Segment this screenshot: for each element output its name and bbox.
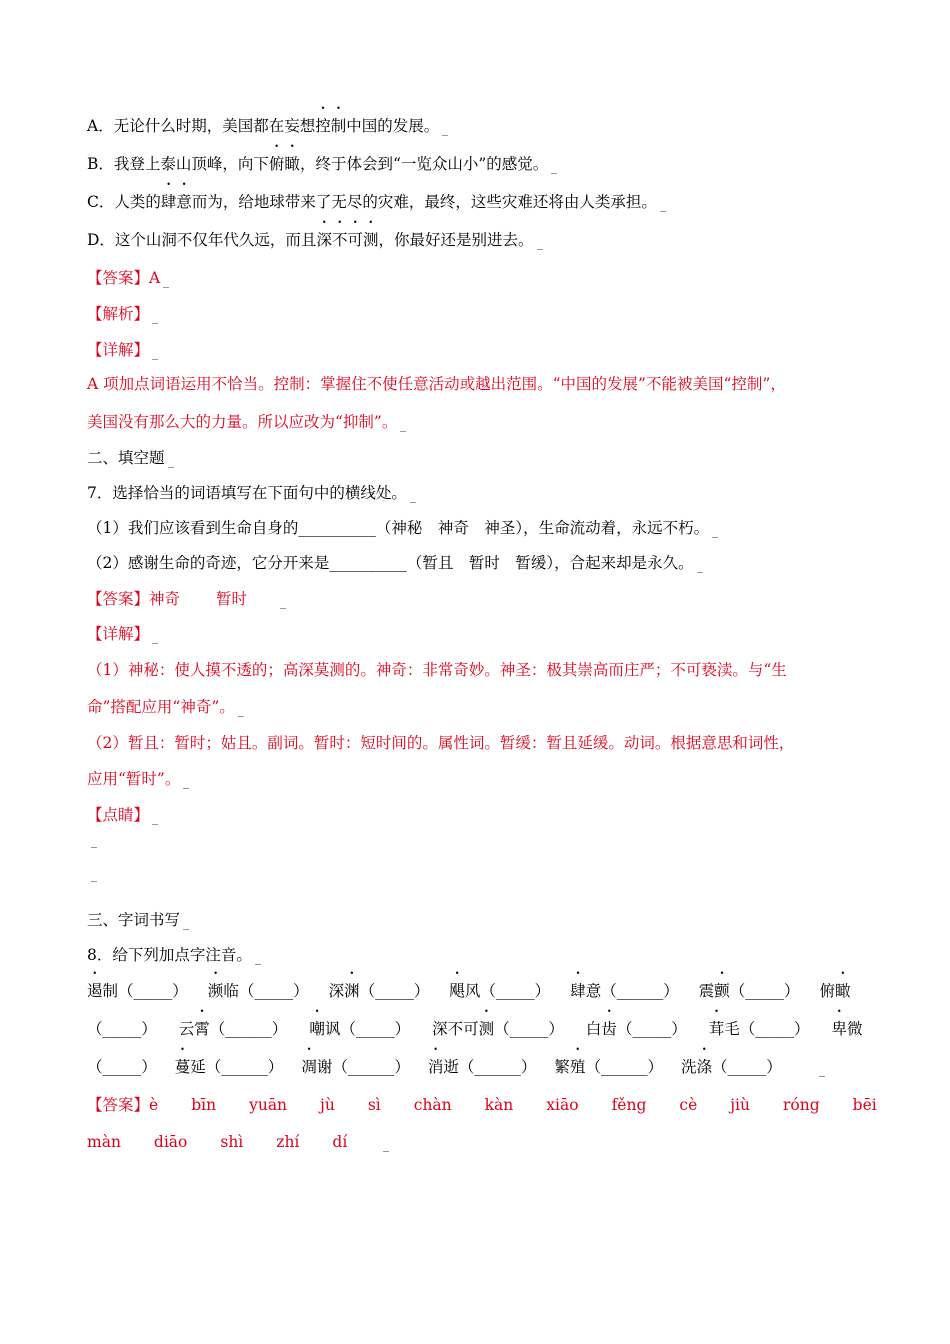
- dotted-char: 涤: [696, 1058, 712, 1076]
- q7-detail-label: 【详解】: [87, 624, 158, 644]
- word-item: [329, 982, 430, 1000]
- option-a: A．无论什么时期，美国都在妄想控制中国的发展。: [87, 116, 448, 136]
- pinyin-answer: jù: [320, 1096, 335, 1114]
- pinyin-answer: diāo: [153, 1133, 188, 1151]
- word-text: 延: [190, 1058, 206, 1076]
- word-text: 临: [223, 982, 239, 1000]
- answer-blank: （______）: [209, 1020, 288, 1038]
- dotted-char: 卑: [831, 1020, 848, 1038]
- word-text: 逝: [443, 1058, 459, 1076]
- answer-blank: （______）: [458, 1058, 537, 1076]
- answer-blank: （______）: [332, 1058, 410, 1076]
- word-text: 震: [698, 982, 715, 1000]
- q7-detail-text: （1）神秘：使人摸不透的；高深莫测的。神奇：非常奇妙。神圣：极其崇高而庄严；不可亵渎。与“生: [87, 661, 787, 679]
- q7-answer: 【答案】神奇 暂时: [87, 589, 286, 609]
- dotted-char: 深: [316, 231, 332, 249]
- pinyin-answer: è: [149, 1096, 159, 1114]
- word-item: [87, 1058, 157, 1076]
- paragraph-mark: [551, 172, 557, 174]
- q6-analysis-label: 【解析】: [87, 304, 158, 324]
- dotted-char: 飓: [449, 982, 465, 1000]
- dotted-char: 颤: [714, 982, 730, 1000]
- pinyin-answer: xiāo: [546, 1096, 579, 1114]
- dotted-char: 肆: [160, 193, 177, 211]
- word-item: [832, 1020, 863, 1038]
- q6-detail-label: 【详解】: [87, 340, 158, 360]
- dotted-char: 意: [176, 193, 192, 211]
- word-item: [586, 1020, 687, 1038]
- q6-detail-text: 美国没有那么大的力量。所以应改为“抑制”。: [87, 412, 406, 432]
- answer-blank: （______）: [585, 1058, 663, 1076]
- dotted-char: 测: [362, 231, 379, 249]
- dotted-char: 可: [347, 231, 363, 249]
- word-text: 深不可: [432, 1020, 479, 1038]
- pinyin-answer: róng: [783, 1096, 820, 1114]
- dotted-char: 不: [331, 231, 348, 249]
- pinyin-answer: bīn: [191, 1096, 217, 1114]
- word-item: [554, 1058, 663, 1076]
- pinyin-answer: zhí: [276, 1133, 300, 1151]
- paragraph-mark: [660, 210, 666, 212]
- dotted-char: 殖: [569, 1058, 586, 1076]
- pinyin-answer: màn: [87, 1133, 121, 1151]
- paragraph-mark: [442, 134, 448, 136]
- q7-item-1: （1）我们应该看到生命自身的__________（神秘 神奇 神圣），生命流动着，永远不朽。: [87, 518, 718, 538]
- word-item: [699, 982, 800, 1000]
- word-text: 制: [102, 982, 119, 1000]
- answer-blank: （_____）: [87, 1020, 157, 1038]
- dotted-char: 渊: [344, 982, 360, 1000]
- word-item: [449, 982, 550, 1000]
- dotted-char: 控: [315, 117, 331, 135]
- dotted-char: 俯: [268, 155, 285, 173]
- q7-detail-text: 命”搭配应用“神奇”。: [87, 697, 244, 717]
- answer-blank: （_____）: [494, 1020, 564, 1038]
- section-heading: 二、填空题: [87, 448, 174, 468]
- word-item: [175, 1058, 284, 1076]
- empty-paragraph: [87, 862, 97, 882]
- word-text: 洗: [680, 1058, 697, 1076]
- q6-detail-text: A 项加点词语运用不恰当。控制：掌握住不使任意活动或越出范围。“中国的发展”不能被美国“控制”，: [87, 375, 786, 393]
- answer-blank: （_____）: [118, 982, 188, 1000]
- word-item: [87, 982, 188, 1000]
- word-text: 俯: [819, 982, 836, 1000]
- word-text: 意: [585, 982, 602, 1000]
- pinyin-answer: kàn: [484, 1096, 514, 1114]
- dotted-char: 齿: [601, 1020, 617, 1038]
- pinyin-answer: sì: [367, 1096, 381, 1114]
- q8-answer: 【答案】è bīn yuān jù sì chàn kàn xiāo fěng cè jiù róng bēi: [87, 1096, 877, 1114]
- word-text: 白: [585, 1020, 602, 1038]
- answer-blank: （_____）: [729, 982, 800, 1000]
- empty-paragraph: [87, 828, 97, 848]
- pinyin-answer: yuān: [249, 1096, 288, 1114]
- dotted-char: 肆: [570, 982, 586, 1000]
- q8-row-3: [87, 1057, 825, 1077]
- q8-row-2: [87, 1019, 863, 1039]
- dotted-char: 消: [427, 1058, 444, 1076]
- answer-blank: （_____）: [739, 1020, 810, 1038]
- answer-blank: （_____）: [359, 982, 430, 1000]
- dotted-char: 制: [330, 117, 347, 135]
- word-item: [570, 982, 679, 1000]
- dotted-char: 凋: [301, 1058, 317, 1076]
- word-item: [709, 1020, 810, 1038]
- option-b: B．我登上泰山顶峰，向下俯瞰，终于体会到“一览众山小”的感觉。: [87, 154, 557, 174]
- pinyin-answer: fěng: [611, 1096, 647, 1114]
- answer-blank: （_____）: [711, 1058, 782, 1076]
- dotted-char: 测: [478, 1020, 495, 1038]
- answer-blank: （_____）: [87, 1058, 157, 1076]
- q7-tip-label: 【点睛】: [87, 805, 158, 825]
- word-item: [301, 1058, 410, 1076]
- dotted-char: 濒: [207, 982, 224, 1000]
- answer-blank: （_____）: [480, 982, 551, 1000]
- pinyin-answer: dí: [332, 1133, 348, 1151]
- answer-blank: （______）: [205, 1058, 284, 1076]
- word-text: 云: [178, 1020, 195, 1038]
- word-text: 深: [328, 982, 345, 1000]
- q7-title: 7．选择恰当的词语填写在下面句中的横线处。: [87, 483, 416, 503]
- word-item: [179, 1020, 288, 1038]
- word-text: 毛: [724, 1020, 740, 1038]
- paragraph-mark: [537, 248, 543, 250]
- q7-detail-text: 应用“暂时”。: [87, 769, 189, 789]
- answer-blank: （_____）: [340, 1020, 411, 1038]
- q8-row-1: [87, 981, 851, 1001]
- dotted-char: 瞰: [284, 155, 300, 173]
- answer-blank: （_____）: [616, 1020, 687, 1038]
- answer-blank: （_____）: [238, 982, 309, 1000]
- word-item: [208, 982, 309, 1000]
- word-item: [87, 1020, 157, 1038]
- word-item: [681, 1058, 782, 1076]
- q6-answer: 【答案】A: [87, 268, 169, 288]
- q7-item-2: （2）感谢生命的奇迹，它分开来是__________（暂且 暂时 暂缓），合起来却是永久。: [87, 553, 703, 573]
- word-item: [820, 982, 851, 1000]
- word-text: 风: [464, 982, 481, 1000]
- dotted-char: 遏: [87, 982, 103, 1000]
- q8-title: 8．给下列加点字注音。: [87, 945, 261, 965]
- word-text: 微: [847, 1020, 863, 1038]
- word-item: [428, 1058, 537, 1076]
- dotted-char: 茸: [708, 1020, 725, 1038]
- pinyin-answer: cè: [679, 1096, 698, 1114]
- answer-blank: （______）: [601, 982, 679, 1000]
- word-text: 谢: [316, 1058, 333, 1076]
- word-item: [432, 1020, 564, 1038]
- dotted-char: 瞰: [835, 982, 851, 1000]
- pinyin-answer: shì: [220, 1133, 244, 1151]
- word-item: [309, 1020, 410, 1038]
- word-text: 讽: [324, 1020, 341, 1038]
- option-c: C．人类的肆意而为，给地球带来了无尽的灾难，最终，这些灾难还将由人类承担。: [87, 192, 666, 212]
- word-text: 繁: [554, 1058, 570, 1076]
- pinyin-answer: bēi: [852, 1096, 877, 1114]
- dotted-char: 嘲: [309, 1020, 325, 1038]
- option-d: D．这个山洞不仅年代久远，而且深不可测，你最好还是别进去。: [87, 230, 543, 250]
- section-heading: 三、字词书写: [87, 910, 189, 930]
- dotted-char: 蔓: [174, 1058, 191, 1076]
- dotted-char: 霄: [194, 1020, 210, 1038]
- pinyin-answer: jiù: [730, 1096, 750, 1114]
- q7-detail-text: （2）暂且：暂时；姑且。副词。暂时：短时间的。属性词。暂缓：暂且延缓。动词。根据意思和词性，: [87, 734, 795, 752]
- q8-answer-cont: [87, 1132, 389, 1152]
- pinyin-answer: chàn: [413, 1096, 452, 1114]
